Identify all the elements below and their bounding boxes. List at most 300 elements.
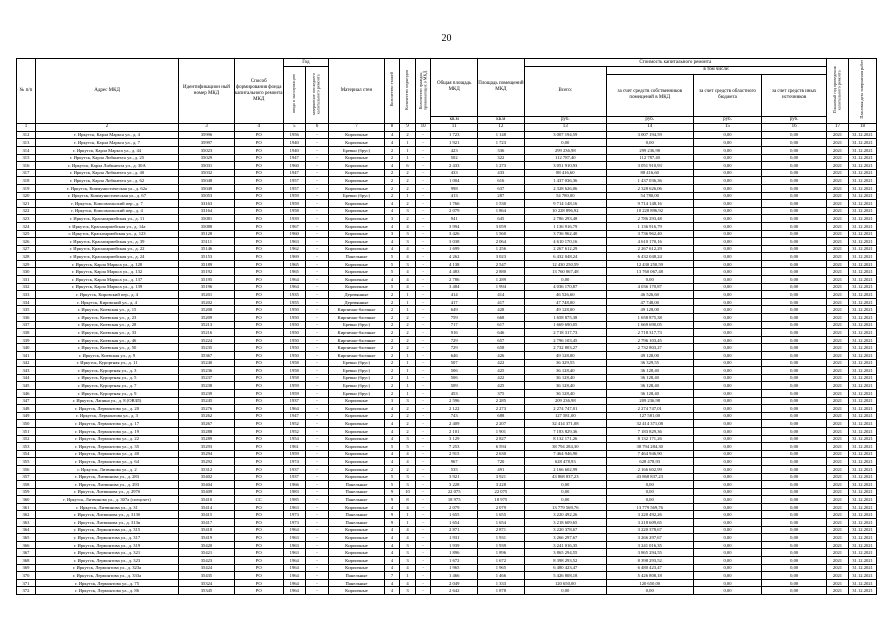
total-area-cell: 4 262 (431, 253, 478, 261)
plan-year-cell: 2021 (826, 238, 848, 246)
entrances-cell: 6 (400, 162, 416, 170)
cost-other-cell: 0,00 (762, 389, 826, 397)
cost-owners-cell: 3 241 016,35 (606, 541, 693, 549)
cost-regional-cell: 0,00 (693, 488, 762, 496)
cost-regional-cell: 0,00 (693, 268, 762, 276)
fund-method-cell: РО (234, 200, 283, 208)
fund-method-cell: РО (234, 336, 283, 344)
unit-cell: руб. (693, 116, 762, 124)
address-cell: г. Иркутск, Красноармейская ул., д. 39 (35, 238, 178, 246)
cost-other-cell: 0,00 (762, 200, 826, 208)
deadline-cell: 31.12.2021 (849, 488, 877, 496)
fund-method-cell: РО (234, 230, 283, 238)
mkd-id-cell: 35367 (179, 352, 235, 360)
cost-other-cell: 0,00 (762, 321, 826, 329)
fund-method-cell: РО (234, 389, 283, 397)
deadline-cell: 31.12.2021 (849, 146, 877, 154)
total-area-cell: 413 (431, 192, 478, 200)
address-cell: г. Иркутск, Лермонтова ул., д. 323а (35, 564, 178, 572)
table-row (17, 177, 877, 185)
address-cell: г. Иркутск, Кировский пер., д. 4 (35, 291, 178, 299)
entrances-cell: 5 (400, 443, 416, 451)
wall-material-cell: Бревно (брус) (329, 367, 385, 375)
cost-regional-cell: 0,00 (693, 579, 762, 587)
entrances-cell: 3 (400, 557, 416, 565)
plan-year-cell: 2021 (826, 222, 848, 230)
address-cell: г. Иркутск, Лермонтова ул., д. 317 (35, 534, 178, 542)
address-cell: г. Иркутск, Лермонтова ул., д. 64 (35, 458, 178, 466)
plan-year-cell: 2021 (826, 139, 848, 147)
fund-method-cell: РО (234, 268, 283, 276)
row-num-cell: 336 (17, 314, 36, 322)
year-last-repair-cell: - (305, 146, 328, 154)
total-area-cell: 1 466 (431, 572, 478, 580)
cost-other-cell: 0,00 (762, 291, 826, 299)
entrances-cell: 4 (400, 534, 416, 542)
table-row (17, 314, 877, 322)
cost-regional-cell: 0,00 (693, 291, 762, 299)
year-last-repair-cell: - (305, 215, 328, 223)
residents-cell: - (415, 549, 431, 557)
plan-year-cell: 2021 (826, 169, 848, 177)
mkd-id-cell: 35423 (179, 557, 235, 565)
cost-owners-cell: 2 732 803,27 (606, 344, 693, 352)
column-number: 2 (35, 124, 178, 132)
plan-year-cell: 2021 (826, 541, 848, 549)
cost-other-cell: 0,00 (762, 541, 826, 549)
entrances-cell: 4 (400, 276, 416, 284)
table-row (17, 291, 877, 299)
wall-material-cell: Бревно (брус) (329, 382, 385, 390)
cost-regional-cell: 0,00 (693, 496, 762, 504)
floors-cell: 2 (384, 146, 400, 154)
wall-material-cell: Кирпичные (329, 534, 385, 542)
mkd-id-cell: 35417 (179, 519, 235, 527)
entrances-cell: 2 (400, 200, 416, 208)
wall-material-cell: Кирпичные (329, 397, 385, 405)
residents-cell: - (415, 298, 431, 306)
year-built-cell: 1940 (283, 139, 305, 147)
plan-year-cell: 2021 (826, 534, 848, 542)
total-area-cell: 1 004 (431, 177, 478, 185)
address-cell: г. Иркутск, Лермонтова ул., д. 323 (35, 557, 178, 565)
column-number: 6 (305, 124, 328, 132)
cost-total-cell: 88 416,60 (524, 169, 606, 177)
fund-method-cell: РО (234, 420, 283, 428)
fund-method-cell: РО (234, 222, 283, 230)
table-row (17, 405, 877, 413)
row-num-cell: 359 (17, 488, 36, 496)
living-area-cell: 2 273 (478, 405, 525, 413)
entrances-cell: 3 (400, 238, 416, 246)
cost-owners-cell: 0,00 (606, 488, 693, 496)
year-built-cell: 1947 (283, 154, 305, 162)
entrances-cell: 4 (400, 283, 416, 291)
residents-cell: - (415, 260, 431, 268)
wall-material-cell: Кирпичные (329, 526, 385, 534)
cost-regional-cell: 0,00 (693, 435, 762, 443)
plan-year-cell: 2021 (826, 245, 848, 253)
plan-year-cell: 2021 (826, 177, 848, 185)
floors-cell: 2 (384, 389, 400, 397)
row-num-cell: 339 (17, 336, 36, 344)
living-area-cell: 1 901 (478, 427, 525, 435)
cost-other-cell: 0,00 (762, 245, 826, 253)
year-last-repair-cell: - (305, 412, 328, 420)
living-area-cell: 1 672 (478, 557, 525, 565)
deadline-cell: 31.12.2021 (849, 526, 877, 534)
floors-cell: 2 (384, 154, 400, 162)
plan-year-cell: 2021 (826, 131, 848, 139)
wall-material-cell: Кирпичные (329, 207, 385, 215)
cost-other-cell: 0,00 (762, 177, 826, 185)
address-cell: г. Иркутск, Лермонтова ул., д. 19 (35, 427, 178, 435)
residents-cell: - (415, 169, 431, 177)
wall-material-cell: Кирпичные (329, 177, 385, 185)
address-cell: г. Иркутск, Карла Либкнехта ул., д. 62 (35, 177, 178, 185)
cost-regional-cell: 0,00 (693, 427, 762, 435)
wall-material-cell: Бревно (брус) (329, 321, 385, 329)
column-number: 5 (283, 124, 305, 132)
cost-regional-cell: 0,00 (693, 192, 762, 200)
living-area-cell: 617 (478, 321, 525, 329)
cost-regional-cell: 0,00 (693, 389, 762, 397)
cost-regional-cell: 0,00 (693, 283, 762, 291)
living-area-cell: 336 (478, 146, 525, 154)
wall-material-cell: Кирпично-блочные (329, 306, 385, 314)
deadline-cell: 31.12.2021 (849, 519, 877, 527)
living-area-cell: 1 530 (478, 200, 525, 208)
floors-cell: 4 (384, 427, 400, 435)
wall-material-cell: Бревно (брус) (329, 374, 385, 382)
entrances-cell: 3 (400, 541, 416, 549)
plan-year-cell: 2021 (826, 321, 848, 329)
floors-cell: 3 (384, 397, 400, 405)
residents-cell: - (415, 519, 431, 527)
cost-regional-cell: 0,00 (693, 534, 762, 542)
cost-total-cell: 1 658 875,38 (524, 314, 606, 322)
plan-year-cell: 2021 (826, 405, 848, 413)
living-area-cell: 616 (478, 177, 525, 185)
year-built-cell: 1964 (283, 564, 305, 572)
deadline-cell: 31.12.2021 (849, 420, 877, 428)
wall-material-cell: Кирпично-блочные (329, 344, 385, 352)
living-area-cell: 2 547 (478, 260, 525, 268)
total-area-cell: 998 (431, 184, 478, 192)
fund-method-cell: РО (234, 481, 283, 489)
wall-material-cell: Кирпичные (329, 412, 385, 420)
fund-method-cell: РО (234, 276, 283, 284)
fund-method-cell: РО (234, 534, 283, 542)
total-area-cell: 433 (431, 169, 478, 177)
fund-method-cell: РО (234, 238, 283, 246)
living-area-cell: 1 289 (478, 276, 525, 284)
plan-year-cell: 2021 (826, 389, 848, 397)
cost-owners-cell: 5 426 808,18 (606, 572, 693, 580)
table-row (17, 382, 877, 390)
total-area-cell: 506 (431, 367, 478, 375)
header-other: за счет средств иных источников (762, 74, 826, 116)
living-area-cell: 3 023 (478, 253, 525, 261)
fund-method-cell: РО (234, 359, 283, 367)
total-area-cell: 3 994 (431, 222, 478, 230)
total-area-cell: 1 965 (431, 564, 478, 572)
mkd-id-cell: 35324 (179, 579, 235, 587)
wall-material-cell: Панельные (329, 511, 385, 519)
floors-cell: 2 (384, 321, 400, 329)
cost-other-cell: 0,00 (762, 314, 826, 322)
row-num-cell: 351 (17, 427, 36, 435)
deadline-cell: 31.12.2021 (849, 427, 877, 435)
plan-year-cell: 2021 (826, 511, 848, 519)
entrances-cell: 2 (400, 321, 416, 329)
year-last-repair-cell: - (305, 131, 328, 139)
cost-other-cell: 0,00 (762, 207, 826, 215)
wall-material-cell: Кирпичные (329, 162, 385, 170)
cost-other-cell: 0,00 (762, 519, 826, 527)
year-last-repair-cell: - (305, 382, 328, 390)
total-area-cell: 22 075 (431, 488, 478, 496)
row-num-cell: 316 (17, 162, 36, 170)
cost-total-cell: 3 007 194,59 (524, 131, 606, 139)
entrances-cell: 2 (400, 131, 416, 139)
year-built-cell: 1964 (283, 405, 305, 413)
wall-material-cell: Деревянные (329, 291, 385, 299)
year-last-repair-cell: - (305, 519, 328, 527)
year-last-repair-cell: - (305, 496, 328, 504)
living-area-cell: 1 466 (478, 572, 525, 580)
address-cell: г. Иркутск, Карла Либкнехта ул., д. 40 (35, 169, 178, 177)
living-area-cell: 426 (478, 352, 525, 360)
year-last-repair-cell: - (305, 511, 328, 519)
year-built-cell: 1973 (283, 511, 305, 519)
year-built-cell: 1964 (283, 557, 305, 565)
entrances-cell: 3 (400, 435, 416, 443)
cost-total-cell: 13 760 067,48 (524, 268, 606, 276)
wall-material-cell: Деревянные (329, 298, 385, 306)
year-built-cell: 1963 (283, 534, 305, 542)
cost-owners-cell: 0,00 (606, 587, 693, 595)
cost-other-cell: 0,00 (762, 222, 826, 230)
year-last-repair-cell: - (305, 405, 328, 413)
cost-total-cell: 3 736 962,40 (524, 230, 606, 238)
table-row (17, 367, 877, 375)
header-cost: Стоимость капитального ремонта (524, 59, 826, 67)
living-area-cell: 720 (478, 458, 525, 466)
entrances-cell: 4 (400, 579, 416, 587)
column-number: 8 (384, 124, 400, 132)
cost-total-cell: 38 794 284,30 (524, 443, 606, 451)
year-built-cell: 1960 (283, 162, 305, 170)
total-area-cell: 4 483 (431, 268, 478, 276)
residents-cell: - (415, 207, 431, 215)
year-last-repair-cell: - (305, 352, 328, 360)
table-row (17, 412, 877, 420)
cost-regional-cell: 0,00 (693, 184, 762, 192)
total-area-cell: 3 921 (431, 473, 478, 481)
entrances-cell: 1 (400, 139, 416, 147)
entrances-cell: 3 (400, 473, 416, 481)
deadline-cell: 31.12.2021 (849, 154, 877, 162)
cost-total-cell: 8 398 293,52 (524, 557, 606, 565)
fund-method-cell: РО (234, 564, 283, 572)
address-cell: г. Иркутск, Карла Маркса ул., д. 7 (35, 139, 178, 147)
year-built-cell: 1958 (283, 374, 305, 382)
year-last-repair-cell: - (305, 572, 328, 580)
cost-regional-cell: 0,00 (693, 420, 762, 428)
address-cell: г. Иркутск, Киевская ул., д. 28 (35, 321, 178, 329)
mkd-id-cell: 35208 (179, 306, 235, 314)
deadline-cell: 31.12.2021 (849, 200, 877, 208)
cost-regional-cell: 0,00 (693, 519, 762, 527)
mkd-id-cell: 35216 (179, 329, 235, 337)
column-number: 1 (17, 124, 36, 132)
cost-other-cell: 0,00 (762, 230, 826, 238)
row-num-cell: 349 (17, 412, 36, 420)
entrances-cell: 4 (400, 526, 416, 534)
total-area-cell: 502 (431, 154, 478, 162)
fund-method-cell: РО (234, 519, 283, 527)
year-built-cell: 1959 (283, 382, 305, 390)
cost-other-cell: 0,00 (762, 435, 826, 443)
year-last-repair-cell: - (305, 200, 328, 208)
mkd-id-cell: 35209 (179, 314, 235, 322)
year-built-cell: 1965 (283, 268, 305, 276)
year-built-cell: 1957 (283, 184, 305, 192)
address-cell: г. Иркутск, Литвинова ул., д. 283 (35, 473, 178, 481)
cost-total-cell: 4 036 170,87 (524, 283, 606, 291)
year-built-cell: 1939 (283, 215, 305, 223)
table-row (17, 481, 877, 489)
row-num-cell: 356 (17, 465, 36, 473)
address-cell: г. Иркутск, Литвинова ул., д. 297б (35, 488, 178, 496)
year-built-cell: 1964 (283, 587, 305, 595)
entrances-cell: 2 (400, 177, 416, 185)
row-num-cell: 334 (17, 298, 36, 306)
table-row (17, 549, 877, 557)
plan-year-cell: 2021 (826, 359, 848, 367)
cost-regional-cell: 0,00 (693, 473, 762, 481)
plan-year-cell: 2021 (826, 336, 848, 344)
cost-owners-cell: 1 658 875,38 (606, 314, 693, 322)
table-row (17, 450, 877, 458)
mkd-id-cell: 35240 (179, 359, 235, 367)
floors-cell: 5 (384, 253, 400, 261)
entrances-cell: 1 (400, 146, 416, 154)
floors-cell: 4 (384, 139, 400, 147)
cost-total-cell: 0,00 (524, 481, 606, 489)
cost-other-cell: 0,00 (762, 352, 826, 360)
table-row (17, 389, 877, 397)
deadline-cell: 31.12.2021 (849, 162, 877, 170)
cost-total-cell: 1 437 036,36 (524, 177, 606, 185)
wall-material-cell: Кирпичные (329, 268, 385, 276)
total-area-cell: 967 (431, 458, 478, 466)
cost-owners-cell: 36 128,40 (606, 389, 693, 397)
header-year-commission: ввода в эксплуатацию (283, 67, 305, 124)
row-num-cell: 368 (17, 557, 36, 565)
entrances-cell: 2 (400, 184, 416, 192)
row-num-cell: 324 (17, 222, 36, 230)
wall-material-cell: Панельные (329, 488, 385, 496)
living-area-cell: 2 871 (478, 526, 525, 534)
cost-owners-cell: 6 480 423,47 (606, 564, 693, 572)
cost-owners-cell: 2 786 293,48 (606, 215, 693, 223)
cost-owners-cell: 6 432 048,24 (606, 253, 693, 261)
address-cell: г. Иркутск, Курортная ул., д. 7 (35, 382, 178, 390)
floors-cell: 4 (384, 541, 400, 549)
unit-cell: кв.м (478, 116, 525, 124)
row-num-cell: 329 (17, 260, 36, 268)
total-area-cell: 646 (431, 352, 478, 360)
address-cell: г. Иркутск, Курортная ул., д. 3 (35, 367, 178, 375)
total-area-cell: 759 (431, 314, 478, 322)
entrances-cell: 3 (400, 260, 416, 268)
mkd-id-cell: 35081 (179, 215, 235, 223)
address-cell: г. Иркутск, Киевская ул., д. 46 (35, 336, 178, 344)
living-area-cell: 425 (478, 367, 525, 375)
year-built-cell: 1959 (283, 450, 305, 458)
cost-owners-cell: 43 868 837,23 (606, 473, 693, 481)
floors-cell: 5 (384, 260, 400, 268)
fund-method-cell: РО (234, 549, 283, 557)
row-num-cell: 348 (17, 405, 36, 413)
fund-method-cell: РО (234, 253, 283, 261)
total-area-cell: 1 921 (431, 139, 478, 147)
mkd-id-cell: 35294 (179, 450, 235, 458)
address-cell: г. Иркутск, Киевская ул., д. 23 (35, 314, 178, 322)
cost-total-cell: 209 236,98 (524, 397, 606, 405)
mkd-id-cell: 35345 (179, 587, 235, 595)
cost-owners-cell: 10 228 896,92 (606, 207, 693, 215)
cost-other-cell: 0,00 (762, 139, 826, 147)
table-row (17, 162, 877, 170)
cost-total-cell: 2 718 317,73 (524, 329, 606, 337)
entrances-cell: 2 (400, 465, 416, 473)
cost-other-cell: 0,00 (762, 329, 826, 337)
cost-other-cell: 0,00 (762, 503, 826, 511)
living-area-cell: 2 285 (478, 397, 525, 405)
fund-method-cell: РО (234, 427, 283, 435)
mkd-id-cell: 35196 (179, 283, 235, 291)
year-built-cell: 1964 (283, 526, 305, 534)
capital-repair-register-table (16, 58, 877, 595)
cost-total-cell: 120 650,00 (524, 579, 606, 587)
mkd-id-cell: 35202 (179, 298, 235, 306)
floors-cell: 4 (384, 131, 400, 139)
cost-owners-cell: 9 714 148,16 (606, 200, 693, 208)
living-area-cell: 2 079 (478, 503, 525, 511)
cost-total-cell: 4 610 170,16 (524, 238, 606, 246)
address-cell: г. Иркутск, Курортная ул., д. 11 (35, 359, 178, 367)
fund-method-cell: РО (234, 344, 283, 352)
address-cell: г. Иркутск, Красноармейская ул., д. 11 (35, 215, 178, 223)
residents-cell: - (415, 222, 431, 230)
cost-owners-cell: 32 414 371,08 (606, 420, 693, 428)
year-last-repair-cell: - (305, 473, 328, 481)
living-area-cell: 433 (478, 169, 525, 177)
wall-material-cell: Панельные (329, 572, 385, 580)
fund-method-cell: РО (234, 503, 283, 511)
row-num-cell: 350 (17, 420, 36, 428)
year-built-cell: 1958 (283, 359, 305, 367)
residents-cell: - (415, 162, 431, 170)
address-cell: г. Иркутск, Лермонтова ул., д. 333а (35, 572, 178, 580)
cost-other-cell: 0,00 (762, 192, 826, 200)
plan-year-cell: 2021 (826, 146, 848, 154)
cost-total-cell: 127 581,00 (524, 412, 606, 420)
cost-regional-cell: 0,00 (693, 169, 762, 177)
